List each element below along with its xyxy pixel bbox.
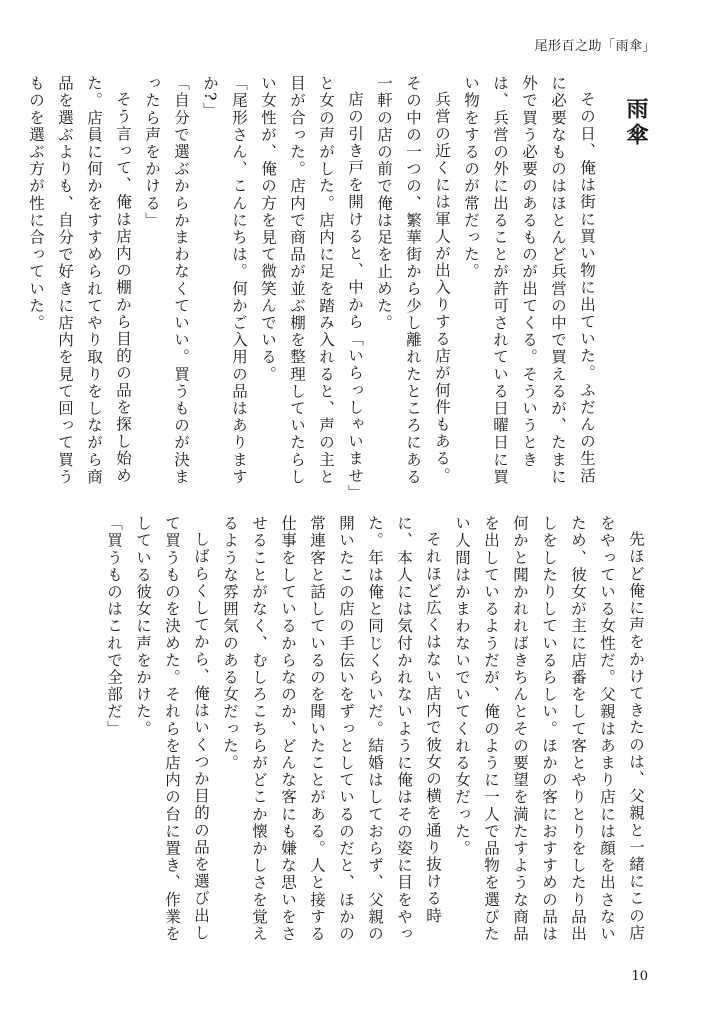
paragraph: そう言って、俺は店内の棚から目的の品を探し始めた。店員に何かをすすめられてやり取りをしながら商品を選ぶよりも、自分で好きに店内を見て回って買うものを選ぶ方が性に合っていた。 <box>27 75 132 486</box>
text-block-lower <box>70 515 650 945</box>
paragraph: 兵営の近くには軍人が出入りする店が何件もある。その中の一つの、繁華街から少し離れたところにある一軒の店の前で俺は足を止めた。 <box>375 75 451 486</box>
paragraph: その日、俺は街に買い物に出ていた。ふだんの生活に必要なものはほとんど兵営の中で買えるが、たまに外で買う必要のあるものが出てくる。そういうときは、兵営の外に出ることが許可されている日曜日に買い物をするのが常だった。 <box>462 75 596 486</box>
text-block-upper <box>27 75 650 495</box>
dialogue-line: 「買うものはこれで全部だ」 <box>105 515 123 738</box>
paragraph: それほど広くはない店内で彼女の横を通り抜ける時に、本人には気付かれないように俺はその姿に目をやった。年は俺と同じくらいだ。結婚はしておらず、父親の開いたこの店の手伝いをずっとしているのだと、ほかの常連客と話しているのを聞いたことがある。人と接する仕事をしているからなのか、どんな客にも嫌な思いをさせることがなく、むしろこちらがどこか懐かしさを覚えるような雰囲気のある女だった。 <box>221 515 442 943</box>
running-header: 尾形百之助「雨傘」 <box>534 39 656 54</box>
page-number: 10 <box>631 969 648 984</box>
paragraph: 店の引き戸を開けると、中から「いらっしゃいませ」と女の声がした。店内に足を踏み入れると、声の主と目が合った。店内で商品が並ぶ棚を整理していたらしい女性が、俺の方を見て微笑んでいる。 <box>259 75 364 494</box>
paragraph: しばらくしてから、俺はいくつか目的の品を選び出して買うものを決めた。それらを店内の台に置き、作業をしている彼女に声をかけた。 <box>134 515 210 943</box>
dialogue-line: 「自分で選ぶからかまわなくていい。買うものが決まったら声をかける」 <box>143 75 190 486</box>
chapter-title: 雨傘 <box>623 97 649 149</box>
paragraph: 先ほど俺に声をかけてきたのは、父親と一緒にこの店をやっている女性だ。父親はあまり店には顔を出さないため、彼女が主に店番をして客とやりとりをしたり品出しをしたりしているらしい。ほかの客におすすめの品は何かと聞かれればきちんとその要望を満たすような商品を出しているようだが、俺のように一人で品物を選びたい人間はかまわないでいてくれる女だった。 <box>453 515 645 943</box>
dialogue-line: 「尾形さん、こんにちは。何かご入用の品はありますか?」 <box>201 75 248 486</box>
